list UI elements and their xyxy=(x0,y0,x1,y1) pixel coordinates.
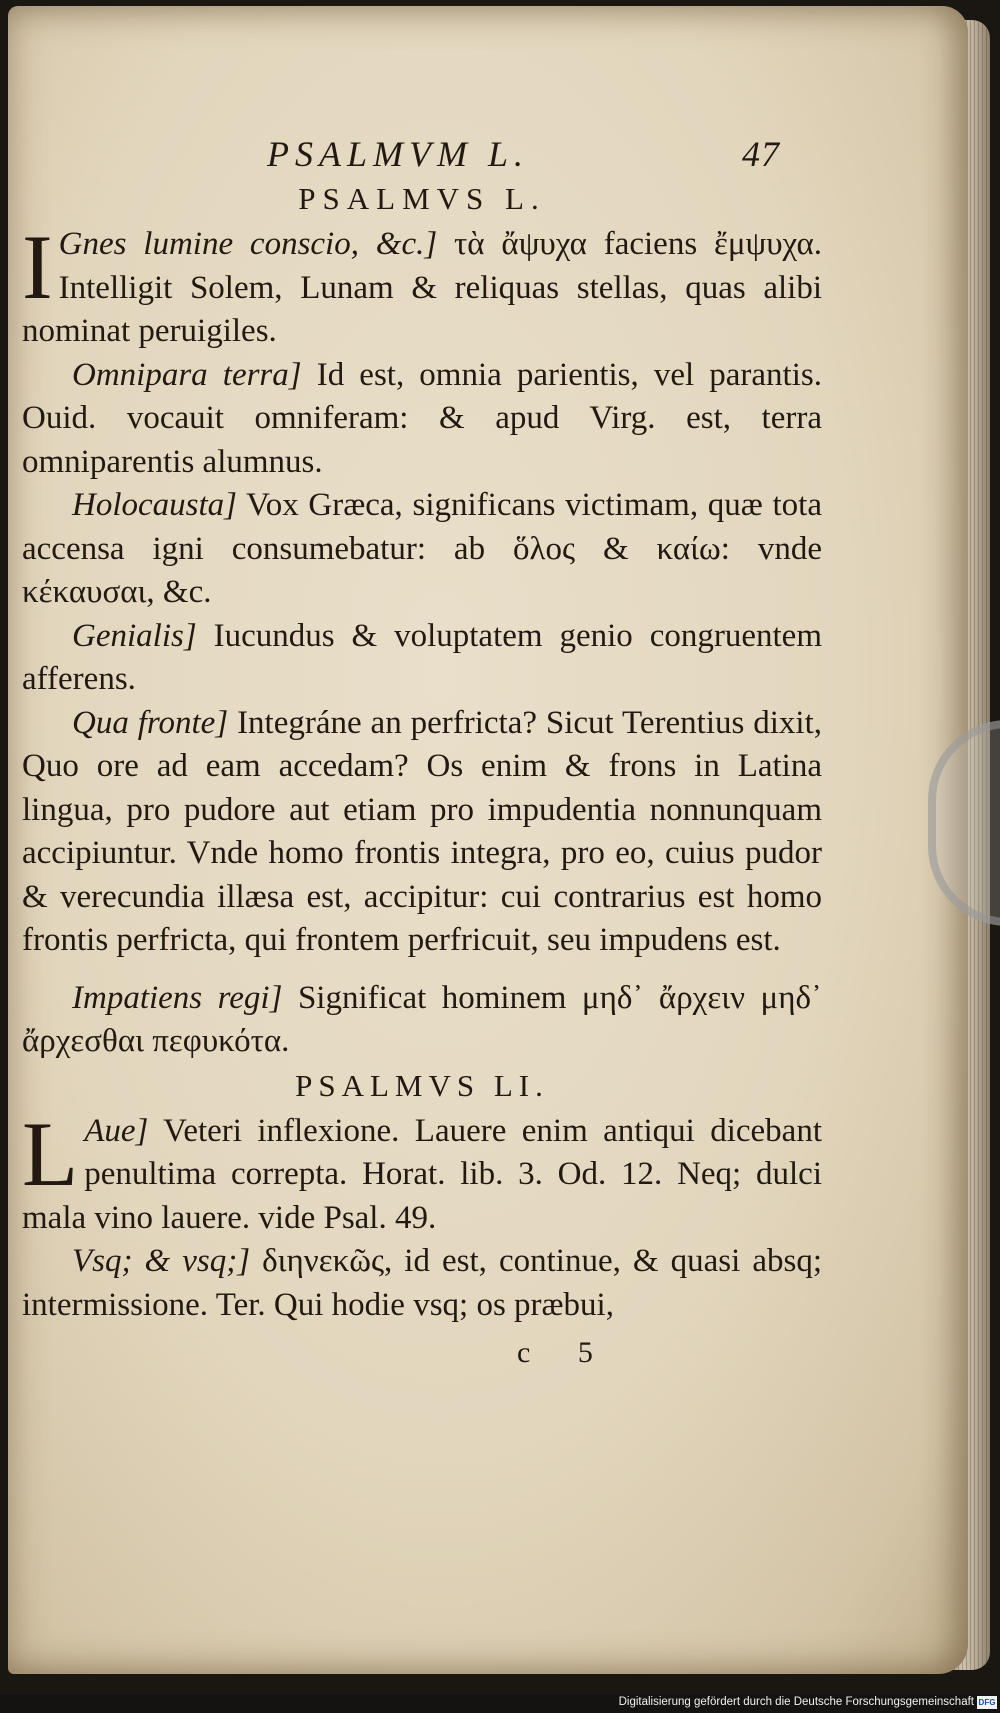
paragraph-text: Vox Græca, significans victimam, quæ tota accensa igni consumebatur: ab ὅλος & καίω: vnde κέκαυσαι, &c. xyxy=(22,487,822,610)
page-number: 47 xyxy=(742,134,780,174)
paragraph xyxy=(22,484,822,615)
lemma: Gnes lumine conscio, &c.] xyxy=(58,226,438,262)
footer-credit: Digitalisierung gefördert durch die Deutsche Forschungsgemeinschaft xyxy=(618,1696,974,1708)
paragraph xyxy=(22,977,822,1064)
lemma: Omnipara terra] xyxy=(72,356,302,393)
paragraph-text: Iucundus & voluptatem genio congruentem afferens. xyxy=(22,617,822,697)
dfg-logo-icon: DFG xyxy=(978,1698,996,1707)
signature-mark xyxy=(22,1327,822,1375)
lemma: Impatiens regi] xyxy=(72,979,283,1016)
running-head-title: PSALMVM L. xyxy=(267,134,529,174)
paragraph-text: Id est, omnia parientis, vel parantis. Ouid. vocauit omniferam: & apud Virg. est, terra omniparentis alumnus. xyxy=(22,356,822,480)
paragraph xyxy=(22,354,822,485)
paragraph-text: Significat hominem μηδ᾽ ἄρχειν μηδ᾽ ἄρχεσθαι πεφυκότα. xyxy=(22,979,822,1059)
initial-letter: L xyxy=(22,1102,79,1205)
lemma: Aue] xyxy=(84,1112,149,1149)
signature-mark-text: c 5 xyxy=(517,1336,613,1369)
paragraph xyxy=(22,216,823,354)
paragraph-text: τὰ ἄψυχα faciens ἔμψυχα. Intelligit Solem, Lunam & reliquas stellas, quas alibi nominat peruigiles. xyxy=(22,226,823,349)
running-head xyxy=(22,125,822,177)
page-text xyxy=(22,125,822,1375)
paragraph xyxy=(22,1102,822,1241)
section-heading: PSALMVS LI. xyxy=(295,1067,549,1103)
paragraph xyxy=(22,615,822,702)
paragraph xyxy=(22,702,822,963)
lemma: Qua fronte] xyxy=(72,704,229,741)
paragraph-text: διηνεκῶς, id est, continue, & quasi absq; intermissione. Ter. Qui hodie vsq; os præbui, xyxy=(22,1243,822,1323)
lemma: Vsq; & vsq;] xyxy=(72,1243,251,1279)
paragraph-text: Integráne an perfricta? Sicut Terentius dixit, Quo ore ad eam accedam? Os enim & frons in Latina lingua, pro pudore aut etiam pro impudentia nonnunquam accipiuntur. Vnde homo frontis integra, pro eo, cuius pudor & verecundia illæsa est, accipitur: cui contrarius est homo frontis perfricta, qui frontem perfricuit, seu impudens est. xyxy=(22,704,822,958)
paragraph xyxy=(22,1240,822,1327)
lemma: Holocausta] xyxy=(72,487,237,523)
spacer xyxy=(22,963,822,977)
lemma: Genialis] xyxy=(72,617,197,654)
paragraph-text: Veteri inflexione. Lauere enim antiqui dicebant penultima correpta. Horat. lib. 3. Od. 12. Neq; dulci mala vino lauere. vide Psal. 49. xyxy=(22,1112,822,1236)
section-heading: PSALMVS L. xyxy=(298,181,546,216)
initial-letter: I xyxy=(22,216,53,318)
